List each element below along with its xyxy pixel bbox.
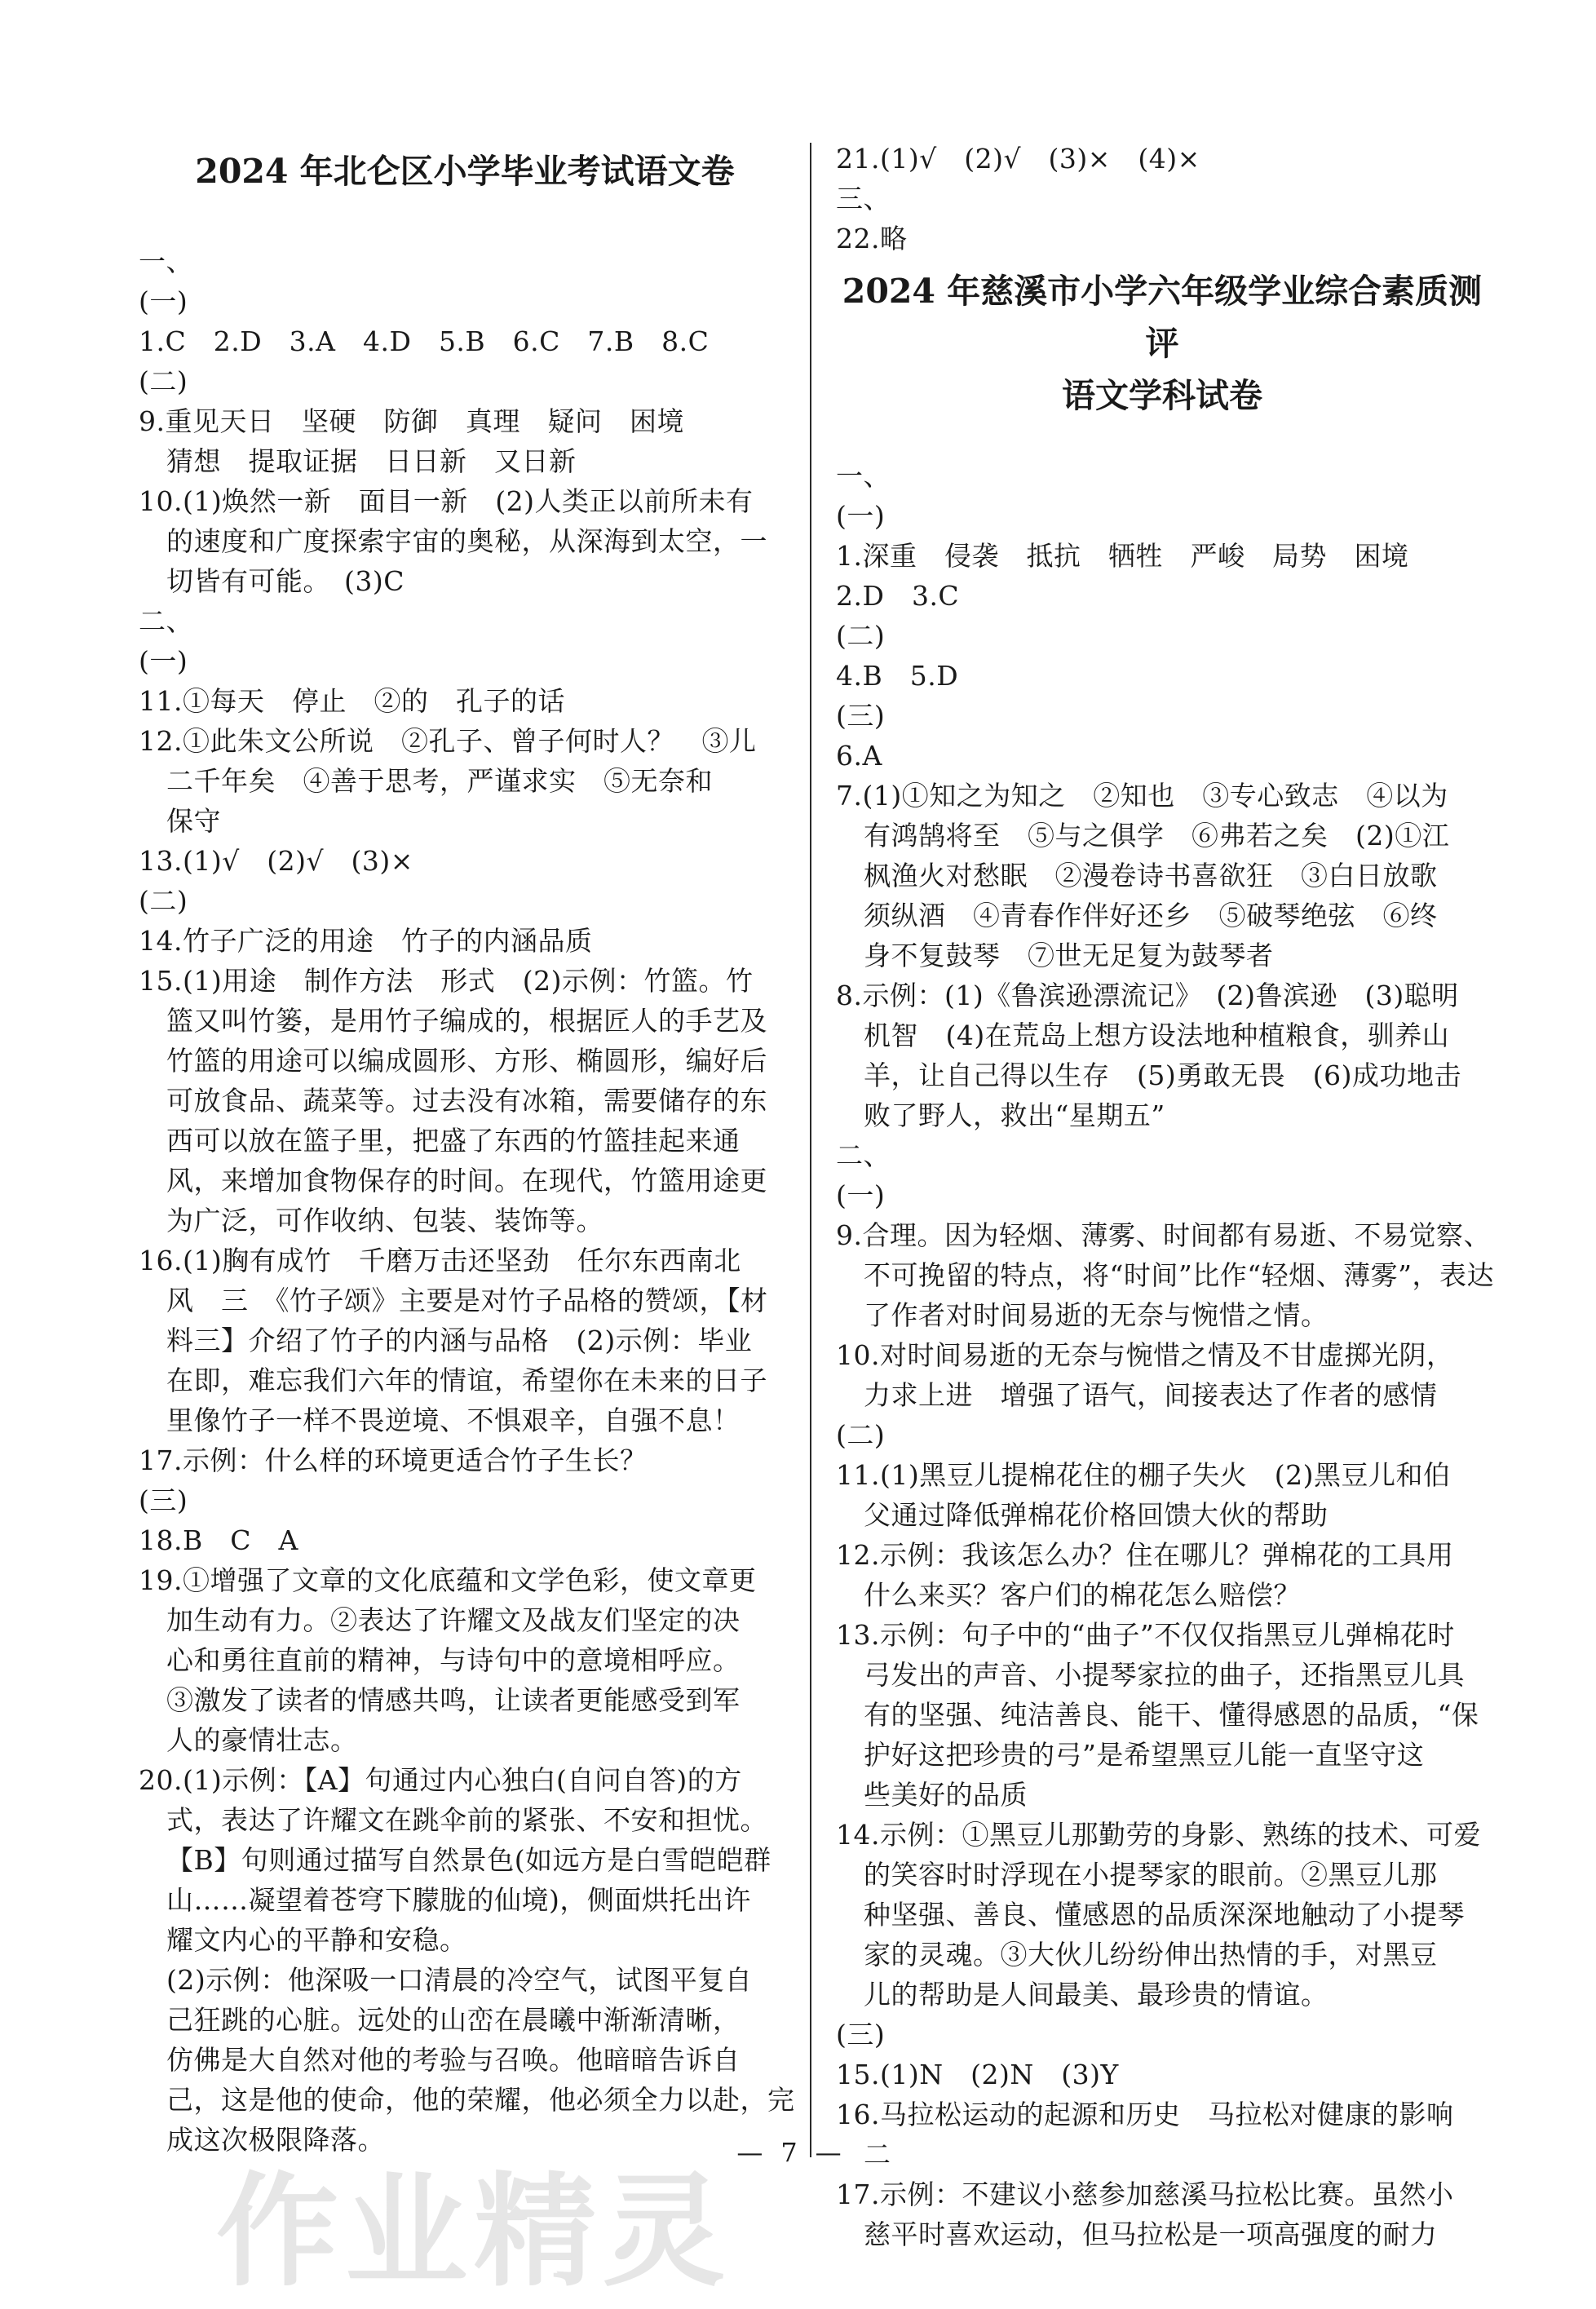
answer-line: 11.(1)黑豆儿提棉花住的棚子失火 (2)黑豆儿和伯 (836, 1459, 1451, 1491)
answer-line: 三、 (836, 183, 891, 215)
answer-line: (二) (836, 620, 886, 652)
answer-line: 机智 (4)在荒岛上想方设法地种植粮食，驯养山 (864, 1020, 1450, 1051)
answer-line: 成这次极限降落。 (166, 2124, 385, 2156)
answer-line: 13.示例：句子中的“曲子”不仅仅指黑豆儿弹棉花时 (836, 1619, 1455, 1651)
answer-line: 16.马拉松运动的起源和历史 马拉松对健康的影响 (836, 2099, 1454, 2130)
answer-line: 竹篮的用途可以编成圆形、方形、椭圆形，编好后 (166, 1045, 767, 1077)
answer-line: 羊，让自己得以生存 (5)勇敢无畏 (6)成功地击 (864, 1059, 1461, 1091)
answer-line: 不可挽留的特点，将“时间”比作“轻烟、薄雾”，表达 (864, 1259, 1494, 1291)
page-number-value: 7 (780, 2137, 816, 2168)
answer-line: 加生动有力。②表达了许耀文及战友们坚定的决 (166, 1604, 741, 1636)
answer-line: 仿佛是大自然对他的考验与召唤。他暗暗告诉自 (166, 2044, 741, 2076)
column-divider (810, 143, 811, 2157)
exam-title-cixi-line1: 2024 年慈溪市小学六年级学业综合素质测评 (842, 272, 1483, 363)
answer-line: 力求上进 增强了语气，间接表达了作者的感情 (864, 1379, 1438, 1411)
answer-line: 什么来买？客户们的棉花怎么赔偿？ (864, 1579, 1301, 1611)
right-answer-lines (836, 456, 1494, 2254)
answer-line: 慈平时喜欢运动，但马拉松是一项高强度的耐力 (864, 2218, 1438, 2250)
answer-line: 里像竹子一样不畏逆境、不惧艰辛，自强不息！ (166, 1404, 741, 1436)
answer-line: 为广泛，可作收纳、包装、装饰等。 (166, 1205, 603, 1236)
answer-line: 1.深重 侵袭 抵抗 牺牲 严峻 局势 困境 (836, 540, 1409, 572)
answer-line: (二) (836, 1419, 886, 1451)
answer-line: 西可以放在篮子里，把盛了东西的竹篮挂起来通 (166, 1125, 741, 1157)
answer-line: 身不复鼓琴 ⑦世无足复为鼓琴者 (864, 940, 1274, 971)
answer-line: 篮又叫竹篓，是用竹子编成的，根据匠人的手艺及 (166, 1005, 767, 1037)
answer-line: 17.示例：不建议小慈参加慈溪马拉松比赛。虽然小 (836, 2179, 1454, 2210)
answer-line: 7.(1)①知之为知之 ②知也 ③专心致志 ④以为 (836, 780, 1448, 812)
answer-line: 21.(1)√ (2)√ (3)× (4)× (836, 143, 1200, 175)
answer-line: 6.A (836, 740, 882, 772)
answer-line: 17.示例：什么样的环境更适合竹子生长？ (139, 1444, 648, 1476)
left-column (139, 130, 795, 2160)
answer-line: (三) (139, 1484, 188, 1516)
answer-line: 22.略 (836, 223, 908, 254)
answer-line: 人的豪情壮志。 (166, 1724, 358, 1756)
answer-line: (二) (139, 365, 188, 397)
answer-line: 一、 (836, 460, 891, 492)
answer-line: 8.示例：(1)《鲁滨逊漂流记》 (2)鲁滨逊 (3)聪明 (836, 980, 1459, 1011)
answer-line: (一) (139, 645, 188, 677)
right-top-answers (836, 139, 1488, 259)
answer-line: 12.①此朱文公所说 ②孔子、曾子何时人？ ③儿 (139, 725, 757, 757)
answer-line: 己，这是他的使命，他的荣耀，他必须全力以赴，完 (166, 2084, 795, 2116)
answer-line: 的速度和广度探索宇宙的奥秘，从深海到太空，一 (166, 525, 767, 557)
answer-line: (2)示例：他深吸一口清晨的冷空气，试图平复自 (166, 1964, 753, 1996)
answer-line: 有的坚强、纯洁善良、能干、懂得感恩的品质，“保 (864, 1699, 1479, 1731)
answer-line: (三) (836, 2019, 886, 2050)
answer-line: 12.示例：我该怎么办？住在哪儿？弹棉花的工具用 (836, 1539, 1454, 1571)
exam-title-beilun: 2024 年北仑区小学毕业考试语文卷 (195, 152, 735, 191)
answer-line: 可放食品、蔬菜等。过去没有冰箱，需要储存的东 (166, 1085, 767, 1117)
answer-line: 须纵酒 ④青春作伴好还乡 ⑤破琴绝弦 ⑥终 (864, 900, 1438, 931)
answer-line: 9.合理。因为轻烟、薄雾、时间都有易逝、不易觉察、 (836, 1219, 1491, 1251)
answer-line: 14.示例：①黑豆儿那勤劳的身影、熟练的技术、可爱 (836, 1819, 1481, 1851)
answer-line: 心和勇往直前的精神，与诗句中的意境相呼应。 (166, 1644, 741, 1676)
answer-line: (一) (139, 285, 188, 317)
answer-line: 11.①每天 停止 ②的 孔子的话 (139, 685, 565, 717)
answer-line: 种坚强、善良、懂感恩的品质深深地触动了小提琴 (864, 1899, 1465, 1931)
answer-line: 18.B C A (139, 1524, 298, 1556)
answer-line: 10.对时间易逝的无奈与惋惜之情及不甘虚掷光阴， (836, 1339, 1454, 1371)
right-column (836, 139, 1494, 2254)
page-number: —7— (736, 2137, 860, 2168)
answer-line: (二) (139, 885, 188, 917)
answer-line: 一、 (139, 245, 193, 277)
answer-line: 切皆有可能。 (3)C (166, 565, 405, 597)
answer-line: 16.(1)胸有成竹 千磨万击还坚劲 任尔东西南北 (139, 1245, 741, 1276)
exam-title-cixi-line2: 语文学科试卷 (1062, 376, 1262, 415)
answer-line: 【B】句则通过描写自然景色(如远方是白雪皑皑群 (166, 1844, 771, 1876)
answer-line: 有鸿鹄将至 ⑤与之俱学 ⑥弗若之矣 (2)①江 (864, 820, 1450, 851)
exam-title-cixi (836, 265, 1488, 422)
answer-line: 二千年矣 ④善于思考，严谨求实 ⑤无奈和 (166, 765, 713, 797)
answer-line: 保守 (166, 805, 221, 837)
answer-line: 在即，难忘我们六年的情谊，希望你在未来的日子 (166, 1365, 767, 1396)
answer-line: 1.C 2.D 3.A 4.D 5.B 6.C 7.B 8.C (139, 325, 710, 357)
left-answer-lines (139, 241, 795, 2160)
answer-line: 13.(1)√ (2)√ (3)× (139, 845, 413, 877)
answer-line: (三) (836, 700, 886, 732)
answer-line: 耀文内心的平静和安稳。 (166, 1924, 467, 1956)
answer-line: 二、 (139, 605, 193, 637)
answer-line: 家的灵魂。③大伙儿纷纷伸出热情的手，对黑豆 (864, 1939, 1438, 1971)
answer-line: 弓发出的声音、小提琴家拉的曲子，还指黑豆儿具 (864, 1659, 1465, 1691)
answer-line: 风，来增加食物保存的时间。在现代，竹篮用途更 (166, 1165, 767, 1197)
answer-line: 料三】介绍了竹子的内涵与品格 (2)示例：毕业 (166, 1325, 753, 1356)
answer-line: 些美好的品质 (864, 1779, 1028, 1811)
answer-line: 护好这把珍贵的弓”是希望黑豆儿能一直坚守这 (864, 1739, 1425, 1771)
answer-line: 15.(1)用途 制作方法 形式 (2)示例：竹篮。竹 (139, 965, 754, 997)
answer-line: 父通过降低弹棉花价格回馈大伙的帮助 (864, 1499, 1329, 1531)
watermark-logo: 作业精灵 (216, 2160, 732, 2303)
answer-line: 4.B 5.D (836, 660, 959, 692)
answer-line: 14.竹子广泛的用途 竹子的内涵品质 (139, 925, 593, 957)
answer-line: 风 三 《竹子颂》主要是对竹子品格的赞颂，【材 (166, 1285, 768, 1316)
answer-line: 败了野人，救出“星期五” (864, 1099, 1165, 1131)
answer-line: 9.重见天日 坚硬 防御 真理 疑问 困境 (139, 405, 684, 437)
answer-line: 2.D 3.C (836, 580, 960, 612)
answer-line: 式，表达了许耀文在跳伞前的紧张、不安和担忧。 (166, 1804, 767, 1836)
answer-line: ③激发了读者的情感共鸣，让读者更能感受到军 (166, 1684, 741, 1716)
answer-line: 20.(1)示例：【A】句通过内心独白(自问自答)的方 (139, 1764, 742, 1796)
answer-line: 山……凝望着苍穹下朦胧的仙境)，侧面烘托出许 (166, 1884, 751, 1916)
answer-line: 10.(1)焕然一新 面目一新 (2)人类正以前所未有 (139, 485, 754, 517)
answer-line: 儿的帮助是人间最美、最珍贵的情谊。 (864, 1979, 1329, 2010)
answer-line: 15.(1)N (2)N (3)Y (836, 2059, 1119, 2090)
answer-line: 己狂跳的心脏。远处的山峦在晨曦中渐渐清晰， (166, 2004, 741, 2036)
answer-line: 猜想 提取证据 日日新 又日新 (166, 445, 577, 477)
answer-line: 了作者对时间易逝的无奈与惋惜之情。 (864, 1299, 1329, 1331)
answer-line: 19.①增强了文章的文化底蕴和文学色彩，使文章更 (139, 1564, 757, 1596)
answer-line: (一) (836, 1179, 886, 1211)
answer-line: 枫渔火对愁眠 ②漫卷诗书喜欲狂 ③白日放歌 (864, 860, 1438, 891)
answer-line: 的笑容时时浮现在小提琴家的眼前。②黑豆儿那 (864, 1859, 1438, 1891)
answer-line: 二 (864, 2139, 891, 2170)
answer-line: (一) (836, 500, 886, 532)
answer-line: 二、 (836, 1139, 891, 1171)
